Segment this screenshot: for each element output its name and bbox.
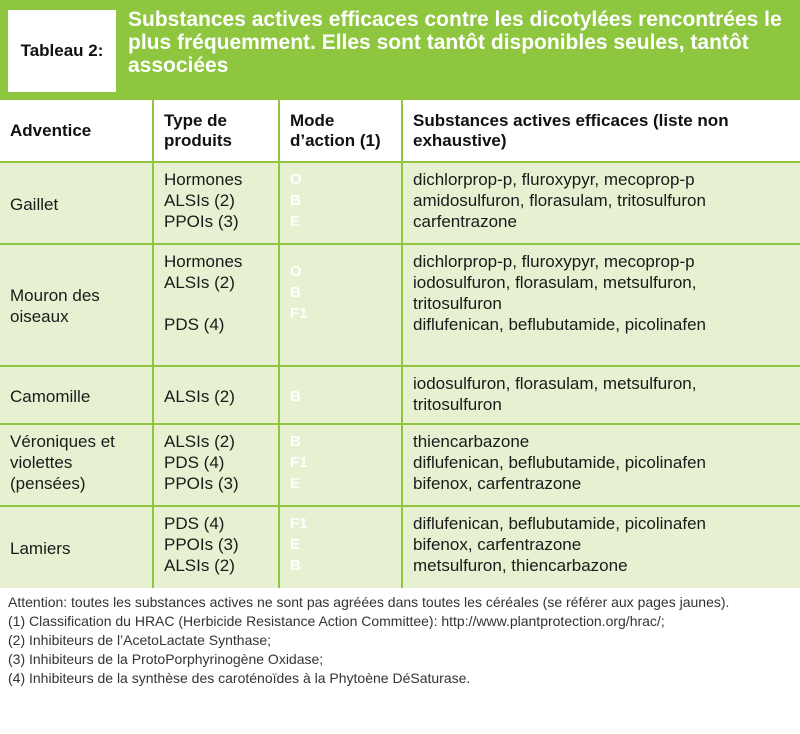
mode-item: E: [290, 213, 301, 230]
type-item: PDS (4): [164, 453, 225, 472]
type-item: ALSIs (2): [164, 273, 235, 292]
type-item: ALSIs (2): [164, 386, 235, 406]
herbicide-table: [0, 100, 800, 588]
type-item: ALSIs (2): [164, 432, 235, 451]
type-item: PPOIs (3): [164, 212, 239, 231]
cell-substances: [402, 424, 800, 506]
column-header-mode: Mode d’action (1): [279, 100, 402, 162]
mode-item: E: [290, 536, 301, 553]
substance-item: bifenox, carfentrazone: [413, 474, 582, 493]
mode-item: B: [290, 284, 301, 301]
mode-item: E: [290, 475, 301, 492]
footnote-1: (1) Classification du HRAC (Herbicide Resistance Action Committee): http://www.plantprotection.org/hrac/;: [8, 613, 665, 629]
mode-item: F1: [290, 454, 308, 471]
mode-item: B: [290, 433, 301, 450]
cell-types: [153, 424, 279, 506]
substance-item: tritosulfuron: [413, 294, 502, 313]
substance-item: thiencarbazone: [413, 432, 530, 451]
cell-modes: [279, 162, 402, 244]
table-header-row: [0, 100, 800, 162]
type-item: PPOIs (3): [164, 535, 239, 554]
cell-types: [153, 244, 279, 366]
cell-modes: [279, 244, 402, 366]
footnote-2: (2) Inhibiteurs de l’AcetoLactate Synthase;: [8, 632, 272, 648]
footnote-4: (4) Inhibiteurs de la synthèse des caroténoïdes à la Phytoène DéSaturase.: [8, 670, 471, 686]
table-header-banner: [0, 0, 800, 100]
cell-substances: [402, 366, 800, 424]
table-number-badge: Tableau 2:: [8, 10, 116, 92]
mode-item: O: [290, 171, 302, 188]
cell-adventice: [0, 424, 153, 506]
cell-substances: [402, 162, 800, 244]
table-row: [0, 424, 800, 506]
substance-item: tritosulfuron: [413, 395, 502, 414]
table-row: [0, 162, 800, 244]
data-table: [0, 100, 800, 588]
mode-item: B: [290, 557, 301, 574]
type-item: PDS (4): [164, 315, 225, 334]
substance-item: carfentrazone: [413, 212, 517, 231]
type-item: PDS (4): [164, 514, 225, 533]
column-header-adventice: Adventice: [0, 100, 153, 162]
cell-modes: [279, 506, 402, 588]
substance-item: bifenox, carfentrazone: [413, 535, 582, 554]
type-item: PPOIs (3): [164, 474, 239, 493]
cell-modes: [279, 366, 402, 424]
substance-item: dichlorprop-p, fluroxypyr, mecoprop-p: [413, 252, 695, 271]
table-title: Substances actives efficaces contre les dicotylées rencontrées le plus fréquemment. Elles sont tantôt disponibles seules, tantôt associées: [128, 8, 782, 77]
type-item: Hormones: [164, 252, 243, 271]
cell-adventice: Gaillet: [0, 162, 153, 244]
mode-item: F1: [290, 515, 308, 532]
substance-item: diflufenican, beflubutamide, picolinafen: [413, 514, 706, 533]
mode-item: F1: [290, 305, 308, 322]
mode-item: O: [290, 263, 302, 280]
type-item: ALSIs (2): [164, 556, 235, 575]
table-row: [0, 244, 800, 366]
footnotes: [8, 594, 792, 689]
substance-item: amidosulfuron, florasulam, tritosulfuron: [413, 191, 706, 210]
cell-substances: [402, 506, 800, 588]
substance-item: diflufenican, beflubutamide, picolinafen: [413, 453, 706, 472]
footnote-warning: Attention: toutes les substances actives ne sont pas agréées dans toutes les céréales (se référer aux pages jaunes).: [8, 594, 730, 610]
substance-item: dichlorprop-p, fluroxypyr, mecoprop-p: [413, 170, 695, 189]
substance-item: iodosulfuron, florasulam, metsulfuron,: [413, 374, 697, 393]
type-item: ALSIs (2): [164, 191, 235, 210]
cell-types: [153, 162, 279, 244]
table-row: [0, 506, 800, 588]
adventice-label: Véroniques et violettes (pensées): [10, 432, 115, 493]
mode-item: B: [290, 192, 301, 209]
substance-item: iodosulfuron, florasulam, metsulfuron,: [413, 273, 697, 292]
footnote-3: (3) Inhibiteurs de la ProtoPorphyrinogène Oxidase;: [8, 651, 324, 667]
mode-item: B: [290, 387, 301, 405]
cell-types: [153, 366, 279, 424]
cell-adventice: Camomille: [0, 366, 153, 424]
column-header-substances: Substances actives efficaces (liste non exhaustive): [402, 100, 800, 162]
cell-adventice: Mouron des oiseaux: [0, 244, 153, 366]
column-header-type: Type de produits: [153, 100, 279, 162]
substance-item: diflufenican, beflubutamide, picolinafen: [413, 315, 706, 334]
cell-modes: [279, 424, 402, 506]
cell-types: [153, 506, 279, 588]
type-item: Hormones: [164, 170, 243, 189]
substance-item: metsulfuron, thiencarbazone: [413, 556, 628, 575]
cell-substances: [402, 244, 800, 366]
cell-adventice: Lamiers: [0, 506, 153, 588]
table-row: [0, 366, 800, 424]
